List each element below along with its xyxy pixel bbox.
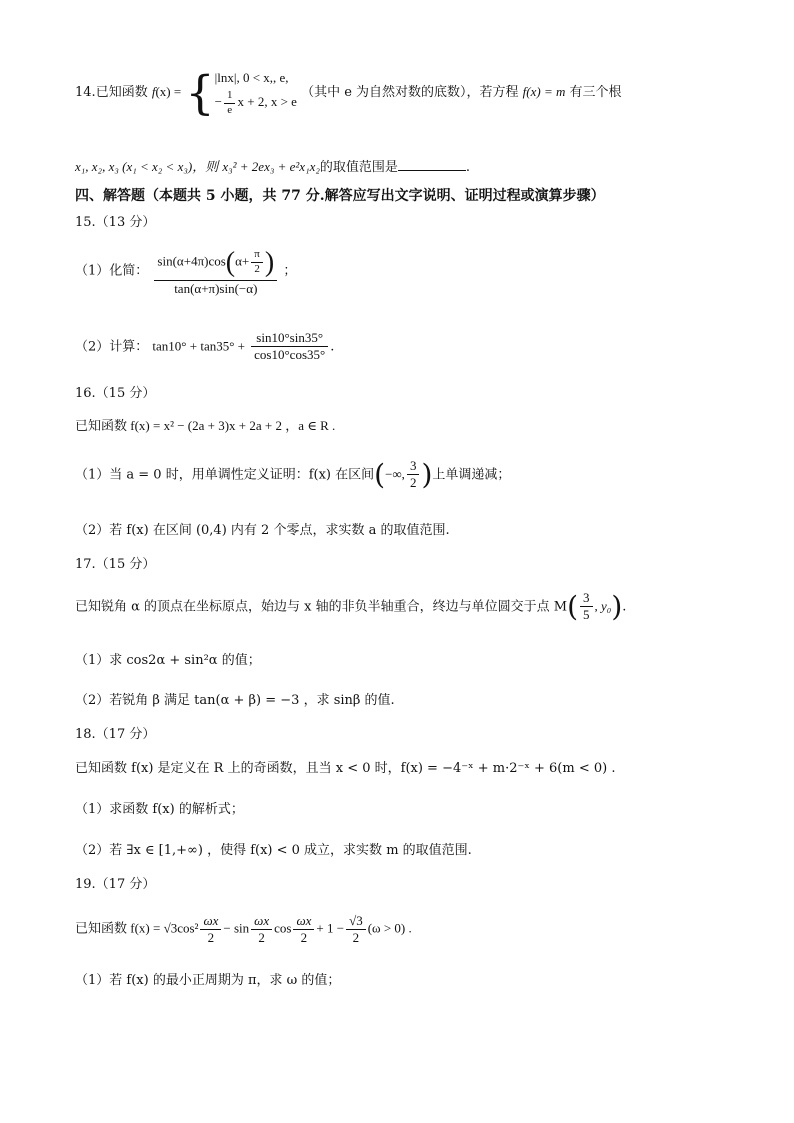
q14-number: 14. [75, 85, 96, 101]
q19-frac3 [293, 913, 314, 947]
q16-part1 [75, 458, 510, 492]
q19-f1-den: 2 [207, 930, 215, 946]
q15-p1-end: ； [283, 263, 297, 279]
q14-case1: |lnx|, 0 < x,, e, [214, 70, 289, 85]
q19-header: 19.（17 分） [75, 877, 156, 892]
q17-stem-a: 已知锐角 α 的顶点在坐标原点，始边与 x 轴的非负半轴重合，终边与单位圆交于点 M [75, 599, 568, 615]
q19-f3-num: ωx [293, 913, 314, 930]
q17-rparen: ) [611, 590, 623, 623]
q15-p2-fraction [251, 330, 328, 364]
q18-part2: （2）若 ∃x ∈ [1,+∞) ，使得 f(x) < 0 成立，求实数 m 的取值范围. [75, 843, 472, 858]
q14-fx-arg: (x) = [155, 84, 182, 100]
q16-p1-frac-num: 3 [407, 458, 420, 475]
q15-p1-lparen: ( [225, 247, 236, 278]
section4-title: 四、解答题（本题共 5 小题，共 77 分.解答应写出文字说明、证明过程或演算步骤） [75, 188, 605, 204]
q16-p1-rparen: ) [421, 458, 433, 491]
q15-p2-end: . [330, 339, 335, 355]
q17-part2: （2）若锐角 β 满足 tan(α + β) = −3 ，求 sinβ 的值. [75, 693, 395, 708]
q15-p1-num-b: α+ [235, 253, 250, 269]
q16-p1-a: （1）当 a = 0 时，用单调性定义证明：f(x) 在区间 [75, 467, 375, 483]
q17-stem-end: . [622, 599, 627, 615]
q14-case2-rest: x + 2, x > e [237, 94, 297, 110]
q18-part1: （1）求函数 f(x) 的解析式； [75, 802, 244, 817]
q15-p1-pi-frac [251, 248, 263, 277]
q14-tail: 有三个根 [569, 85, 622, 101]
q18-header: 18.（17 分） [75, 727, 156, 742]
q14-line2-tail: 的取值范围是 [319, 160, 398, 175]
q14-case2: − $\frac{1}{e}$ x + 2, x > e [214, 88, 297, 116]
q14-case2-den: e [227, 103, 233, 116]
q14-answer-blank [398, 158, 466, 171]
q19-stem-e: (ω > 0) . [367, 920, 412, 936]
q14-fx: f [151, 84, 156, 100]
q14-brace: { [185, 65, 215, 120]
q19-stem-c: cos [274, 920, 292, 936]
q19-frac2 [251, 913, 272, 947]
q15-p1-fraction [154, 245, 277, 297]
q19-f4-num: √3 [346, 913, 366, 930]
q15-header: 15.（13 分） [75, 215, 156, 230]
q15-p1-label: （1）化简： [75, 263, 149, 279]
q19-frac4 [346, 913, 366, 947]
q19-stem [75, 913, 412, 947]
q16-p1-frac [407, 458, 420, 492]
q15-part1 [75, 245, 296, 297]
q19-part1: （1）若 f(x) 的最小正周期为 π，求 ω 的值； [75, 973, 341, 988]
q16-p1-b: 上单调递减； [432, 467, 511, 483]
q15-p1-denominator: tan(α+π)sin(−α) [174, 281, 258, 296]
q17-stem [75, 590, 626, 624]
q19-stem-d: + 1 − [316, 920, 345, 936]
q16-part2: （2）若 f(x) 在区间 (0,4) 内有 2 个零点，求实数 a 的取值范围. [75, 523, 450, 538]
q15-p2-num: sin10°sin35° [251, 330, 328, 347]
q19-f2-den: 2 [258, 930, 265, 946]
q15-p2-den: cos10°cos35° [254, 347, 326, 363]
q19-f4-den: 2 [352, 930, 360, 946]
q19-stem-a: 已知函数 f(x) = √3cos² [75, 920, 199, 936]
q19-f3-den: 2 [300, 930, 308, 946]
q19-f2-num: ωx [251, 913, 272, 930]
q15-p1-num-a: sin(α+4π)cos [157, 253, 226, 269]
q16-p1-interval-left: −∞, [385, 466, 405, 482]
q17-lparen: ( [567, 590, 579, 623]
q14-prefix: 已知函数 [95, 85, 148, 101]
q15-p1-pi-den: 2 [254, 263, 260, 275]
q14-case2-num: 1 [224, 89, 236, 104]
q14-roots: x₁, x₂, x₃ (x₁ < x₂ < x₃)，则 [75, 159, 219, 174]
q19-stem-b: − sin [223, 920, 250, 936]
q14-cases [215, 68, 297, 117]
q16-p1-frac-den: 2 [409, 475, 417, 491]
q14-line2-end: . [465, 160, 471, 175]
q16-stem: 已知函数 f(x) = x² − (2a + 3)x + 2a + 2 ，a ∈ R . [75, 418, 336, 433]
q15-p1-numerator [154, 245, 277, 281]
q19-frac1 [200, 913, 221, 947]
q14-eq: f(x) = m [522, 84, 566, 100]
q15-p1-pi-num: π [251, 248, 263, 263]
q14-note: （其中 e 为自然对数的底数），若方程 [301, 85, 519, 101]
q16-header: 16.（15 分） [75, 386, 156, 401]
q14-line1 [75, 65, 622, 120]
q17-header: 17.（15 分） [75, 557, 156, 572]
q18-stem: 已知函数 f(x) 是定义在 R 上的奇函数，且当 x < 0 时，f(x) = −4⁻ˣ + m·2⁻ˣ + 6(m < 0) . [75, 761, 616, 776]
q17-frac-den: 5 [583, 607, 590, 623]
q15-p2-expr: tan10° + tan35° + [152, 338, 245, 354]
q15-p2-label: （2）计算： [75, 339, 149, 355]
q14-line2 [75, 158, 470, 176]
q17-frac [580, 590, 593, 624]
q19-f1-num: ωx [200, 913, 221, 930]
q17-frac-num: 3 [580, 590, 593, 607]
q15-part2 [75, 330, 334, 364]
q14-expr: x₃² + 2ex₃ + e²x₁x₂ [222, 159, 320, 174]
q15-p1-rparen: ) [264, 247, 275, 278]
q17-y0: , y₀ [594, 598, 612, 614]
q17-part1: （1）求 cos2α + sin²α 的值； [75, 653, 261, 668]
q16-p1-lparen: ( [374, 458, 386, 491]
